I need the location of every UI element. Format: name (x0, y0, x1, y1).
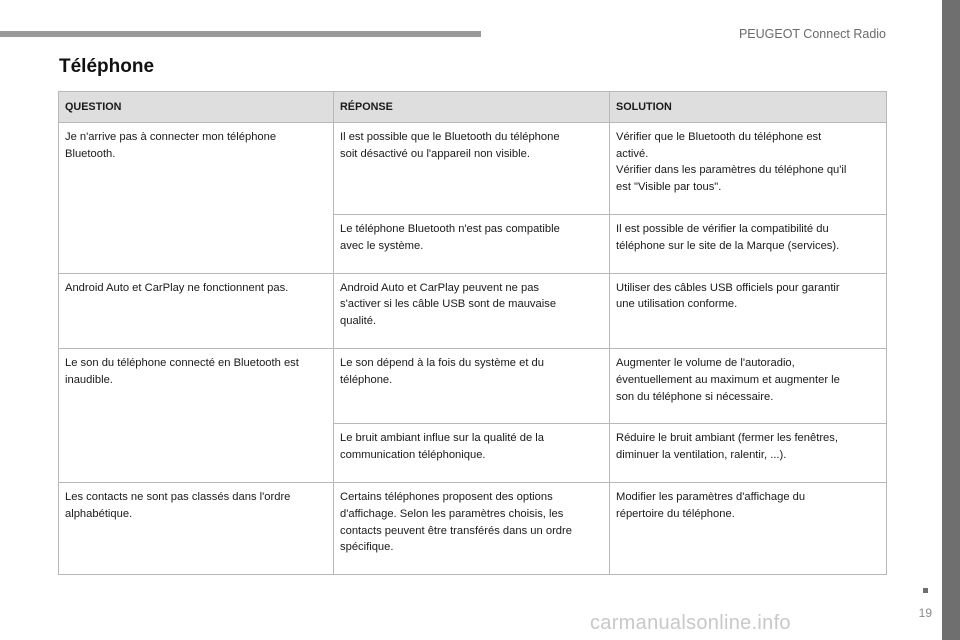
side-rail (942, 0, 960, 640)
question-cell: Les contacts ne sont pas classés dans l'ordre alphabétique. (59, 482, 334, 574)
solution-cell: Vérifier que le Bluetooth du téléphone est activé. Vérifier dans les paramètres du téléphone qu'il est "Visible par tous". (610, 122, 887, 214)
section-marker-icon (923, 588, 928, 593)
solution-cell: Réduire le bruit ambiant (fermer les fenêtres, diminuer la ventilation, ralentir, ...). (610, 424, 887, 483)
table-row (59, 273, 887, 348)
table-row (59, 348, 887, 423)
response-cell: Le bruit ambiant influe sur la qualité de la communication téléphonique. (334, 424, 610, 483)
header-solution: SOLUTION (610, 92, 887, 123)
response-cell: Certains téléphones proposent des options d'affichage. Selon les paramètres choisis, les contacts peuvent être transférés dans un ordre spécifique. (334, 482, 610, 574)
solution-cell: Modifier les paramètres d'affichage du répertoire du téléphone. (610, 482, 887, 574)
troubleshooting-table (58, 91, 887, 575)
header-question: QUESTION (59, 92, 334, 123)
table-row (59, 122, 887, 214)
page-number: 19 (918, 606, 932, 620)
response-cell: Il est possible que le Bluetooth du téléphone soit désactivé ou l'appareil non visible. (334, 122, 610, 214)
table-row (59, 482, 887, 574)
question-cell: Android Auto et CarPlay ne fonctionnent pas. (59, 273, 334, 348)
question-cell: Je n'arrive pas à connecter mon téléphone Bluetooth. (59, 122, 334, 273)
page-title: Téléphone (59, 56, 155, 77)
brand-title: PEUGEOT Connect Radio (738, 27, 886, 41)
header-response: RÉPONSE (334, 92, 610, 123)
response-cell: Le téléphone Bluetooth n'est pas compatible avec le système. (334, 214, 610, 273)
solution-cell: Utiliser des câbles USB officiels pour garantir une utilisation conforme. (610, 273, 887, 348)
response-cell: Le son dépend à la fois du système et du téléphone. (334, 348, 610, 423)
table-header-row (59, 92, 887, 123)
response-cell: Android Auto et CarPlay peuvent ne pas s'activer si les câble USB sont de mauvaise qualité. (334, 273, 610, 348)
solution-cell: Il est possible de vérifier la compatibilité du téléphone sur le site de la Marque (services). (610, 214, 887, 273)
header-rule (0, 31, 481, 37)
question-cell: Le son du téléphone connecté en Bluetooth est inaudible. (59, 348, 334, 482)
watermark: carmanualsonline.info (590, 612, 791, 634)
solution-cell: Augmenter le volume de l'autoradio, éventuellement au maximum et augmenter le son du téléphone si nécessaire. (610, 348, 887, 423)
